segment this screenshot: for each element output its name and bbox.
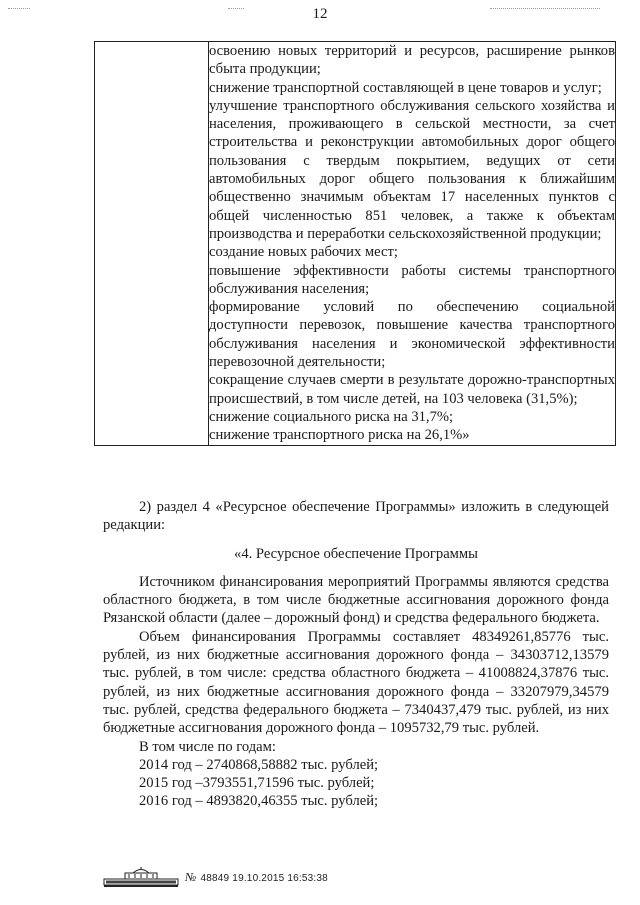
scan-artifact [490,8,600,11]
document-footer [103,866,328,888]
scan-artifact [8,8,30,11]
funding-volume-paragraph: Объем финансирования Программы составляет 48349261,85776 тыс. рублей, из них бюджетные ассигнования дорожного фонда – 34303712,13579 тыс. рублей, в том числе: средства областного бюджета – 41008824,37876 тыс. рублей, из них бюджетные ассигнования дорожного фонда – 33207979,34579 тыс. рублей, средства федерального бюджета – 7340437,479 тыс. рублей, из них бюджетные ассигнования дорожного фонда – 1095732,79 тыс. рублей. [103,628,609,737]
year-item: 2014 год – 2740868,58882 тыс. рублей; [139,756,379,773]
list-item: сокращение случаев смерти в результате дорожно-транспортных происшествий, в том числе детей, на 103 человека (31,5%); [209,372,615,407]
list-item: снижение транспортной составляющей в цене товаров и услуг; [209,79,602,96]
list-item: создание новых рабочих мест; [209,244,398,261]
year-item: 2015 год –3793551,71596 тыс. рублей; [139,775,375,792]
funding-source-paragraph: Источником финансирования мероприятий Программы являются средства областного бюджета, в том числе бюджетные ассигнования дорожного фонда Рязанской области (далее – дорожный фонд) и средства федерального бюджета. [103,573,609,627]
page-number: 12 [312,6,328,22]
building-logo-icon [103,866,179,888]
table-right-cell [209,42,616,446]
intro-paragraph: 2) раздел 4 «Ресурсное обеспечение Программы» изложить в следующей редакции: [103,499,609,534]
year-item: 2016 год – 4893820,46355 тыс. рублей; [139,793,379,810]
number-sign: № [185,869,197,884]
list-item: снижение социального риска на 31,7%; [209,408,454,425]
list-item: формирование условий по обеспечению социальной доступности перевозок, повышение качества транспортного обслуживания населения и экономической эффективности перевозочной деятельности; [209,299,615,371]
table-row [95,42,616,446]
goals-table [94,41,616,446]
by-year-label: В том числе по годам: [139,738,276,755]
table-left-cell [95,42,209,446]
document-body [103,498,609,811]
list-item: снижение транспортного риска на 26,1%» [209,427,470,444]
list-item: повышение эффективности работы системы транспортного обслуживания населения; [209,262,615,297]
list-item: освоению новых территорий и ресурсов, расширение рынков сбыта продукции; [209,43,615,78]
doc-id-text: 48849 19.10.2015 16:53:38 [200,872,328,884]
section-title: «4. Ресурсное обеспечение Программы [234,545,478,562]
scan-artifact [228,8,244,11]
document-registration-id [185,870,328,885]
list-item: улучшение транспортного обслуживания сельского хозяйства и населения, проживающего в сельской местности, за счет строительства и реконструкции автомобильных дорог общего пользования с твердым покрытием, ведущих от сети автомобильных дорог общего пользования к ближайшим общественно значимым объектам 17 населенных пунктов с общей численностью 851 человек, а также к объектам производства и переработки сельскохозяйственной продукции; [209,97,615,242]
